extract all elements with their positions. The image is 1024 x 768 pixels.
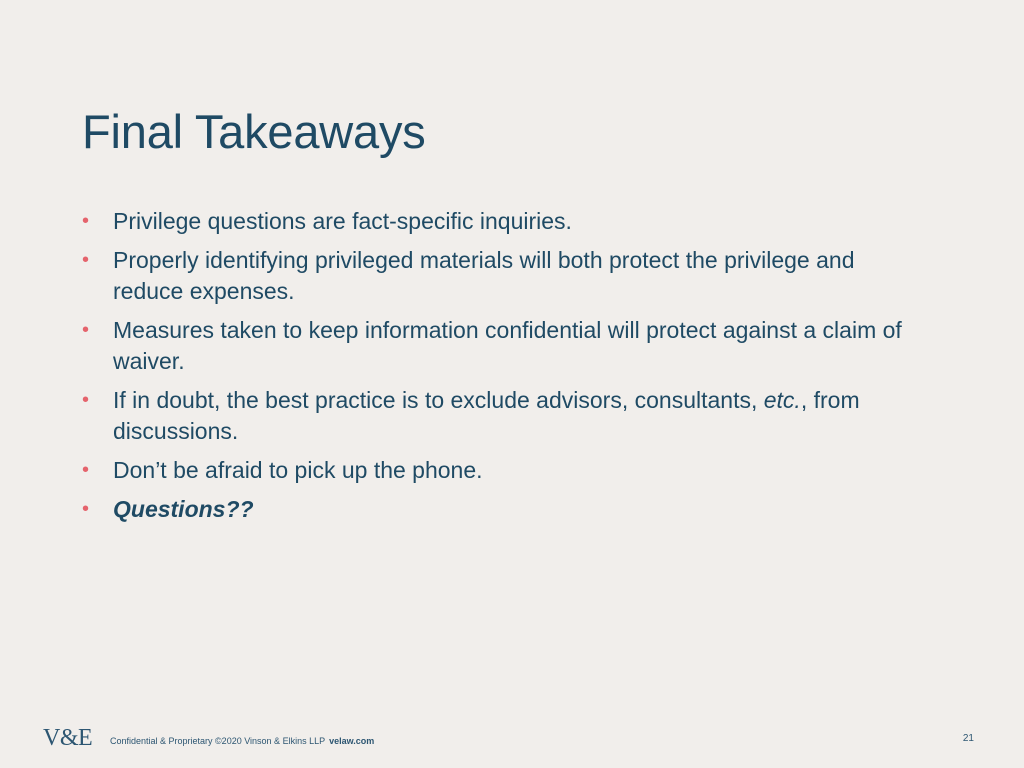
bullet-item bbox=[82, 315, 922, 377]
confidential-notice: Confidential & Proprietary ©2020 Vinson & Elkins LLP bbox=[110, 736, 326, 746]
bullet-text: Privilege questions are fact-specific inquiries. bbox=[113, 208, 572, 234]
bullet-text: Don’t be afraid to pick up the phone. bbox=[113, 457, 483, 483]
slide-title: Final Takeaways bbox=[82, 105, 426, 158]
bullet-item bbox=[82, 494, 922, 525]
footer bbox=[0, 720, 1024, 760]
bullet-icon: • bbox=[82, 319, 90, 341]
bullet-item bbox=[82, 385, 922, 447]
bullet-icon: • bbox=[82, 249, 90, 271]
bullet-icon: • bbox=[82, 210, 90, 232]
bullet-icon: • bbox=[82, 498, 90, 520]
bullet-item bbox=[82, 206, 922, 237]
bullet-emphasis: etc. bbox=[763, 387, 801, 413]
footer-legal bbox=[110, 735, 374, 747]
questions-text: Questions?? bbox=[113, 496, 254, 522]
bullet-text: Properly identifying privileged materials will both protect the privilege and reduce expenses. bbox=[113, 247, 855, 304]
bullet-item bbox=[82, 245, 922, 307]
bullet-text: Measures taken to keep information confidential will protect against a claim of waiver. bbox=[113, 317, 902, 374]
bullet-text-before: If in doubt, the best practice is to exclude advisors, consultants, bbox=[113, 387, 764, 413]
bullet-icon: • bbox=[82, 389, 90, 411]
website-link[interactable]: velaw.com bbox=[329, 736, 375, 746]
ve-logo: V&E bbox=[43, 725, 93, 751]
bullet-list bbox=[82, 206, 922, 533]
bullet-icon: • bbox=[82, 459, 90, 481]
bullet-text-after: , from discussions. bbox=[113, 387, 860, 444]
page-number: 21 bbox=[962, 733, 974, 744]
bullet-item bbox=[82, 455, 922, 486]
